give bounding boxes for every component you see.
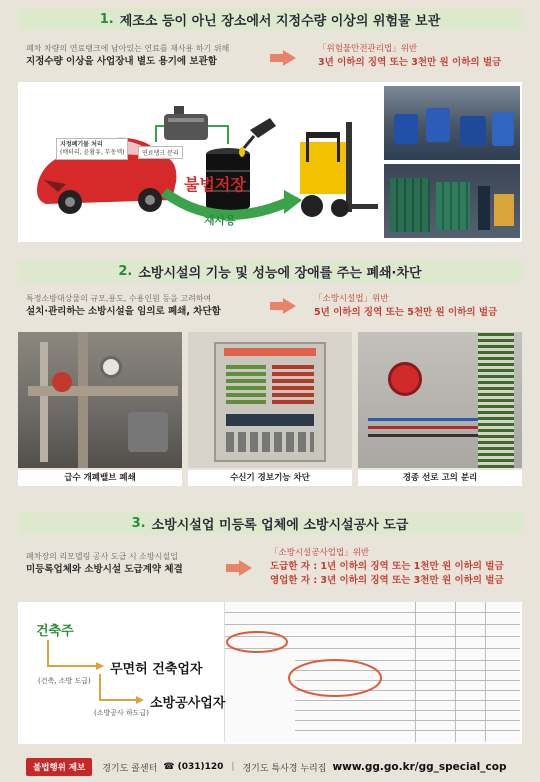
section-1-law <box>318 42 528 70</box>
storage-photo-2 <box>384 164 520 238</box>
section-2 <box>8 258 532 498</box>
section-3-penalty-1: 도급한 자 : 1년 이하의 징역 또는 1천만 원 이하의 벌금 <box>270 561 504 572</box>
valve-caption: 급수 개폐밸브 폐쇄 <box>18 470 182 486</box>
section-2-penalty: 5년 이하의 징역 또는 5천만 원 이하의 벌금 <box>314 307 498 318</box>
section-3-penalty-2: 영업한 자 : 3년 이하의 징역 또는 3천만 원 이하의 벌금 <box>270 575 504 586</box>
illegal-storage-illustration <box>18 82 380 242</box>
section-3-law <box>270 546 528 588</box>
section-1 <box>8 6 532 248</box>
section-1-illustration-panel <box>18 82 522 242</box>
section-1-penalty: 3년 이하의 징역 또는 3천만 원 이하의 벌금 <box>318 57 502 68</box>
highlight-circles <box>225 602 521 742</box>
section-3-diagram-panel <box>18 602 522 744</box>
forklift-icon <box>300 122 378 217</box>
valve-photo <box>18 332 182 468</box>
contract-label-1: (건축, 소방 도급) <box>38 677 91 685</box>
contract-label-2: (소방공사 하도급) <box>94 709 150 717</box>
section-2-header <box>18 260 522 282</box>
section-3-description <box>26 550 256 576</box>
site-url-link[interactable]: www.gg.go.kr/gg_special_cop <box>332 761 507 773</box>
section-3-law-name: 「소방시설공사업법」위반 <box>270 548 370 558</box>
callcenter-label: 경기도 콜센터 <box>102 763 158 774</box>
unlicensed-builder-label: 무면허 건축업자 <box>110 662 203 677</box>
bell-wire-caption: 경종 선로 고의 분리 <box>358 470 522 486</box>
section-3-header <box>18 512 522 534</box>
section-1-number: 1. <box>99 11 114 27</box>
section-3-desc-line1: 폐차장의 리모델링 공사 도급 시 소방시설업 <box>26 552 178 561</box>
arrow-right-icon <box>270 298 296 314</box>
client-label: 건축주 <box>36 624 74 639</box>
reuse-label: 재사용 <box>204 214 236 227</box>
section-2-law <box>314 292 528 320</box>
bell-wire-photo <box>358 332 522 468</box>
phone-number[interactable]: ☎ (031)120 <box>163 762 224 772</box>
section-1-desc-line1: 폐차 차량의 연료탱크에 남아있는 연료를 재사용 하기 위해 <box>26 44 230 53</box>
section-1-description <box>26 42 276 68</box>
storage-photo-1 <box>384 86 520 160</box>
fuel-nozzle-icon <box>239 118 276 157</box>
section-2-law-name: 「소방시설법」위반 <box>314 294 389 304</box>
footer-divider: | <box>231 762 235 772</box>
section-1-header <box>18 8 522 30</box>
section-2-desc-line2: 설치·관리하는 소방시설을 임의로 폐쇄, 차단함 <box>26 306 221 317</box>
tank-label: 연료탱크 분리 <box>138 146 183 159</box>
section-3-title: 소방시설업 미등록 업체에 소방시설공사 도급 <box>151 517 409 533</box>
section-1-desc-line2: 지정수량 이상을 사업장내 별도 용기에 보관함 <box>26 56 217 67</box>
receiver-photo <box>188 332 352 468</box>
section-1-title: 제조소 등이 아닌 장소에서 지정수량 이상의 위험물 보관 <box>119 13 441 29</box>
section-2-number: 2. <box>118 263 133 279</box>
receiver-caption: 수신기 경보기능 차단 <box>188 470 352 486</box>
contract-document <box>224 602 520 742</box>
site-label: 경기도 특사경 누리집 <box>242 763 327 774</box>
section-3 <box>8 508 532 748</box>
fuel-tank-icon <box>164 106 208 140</box>
arrow-right-icon <box>226 560 252 576</box>
section-2-description <box>26 292 276 318</box>
section-2-desc-line1: 특정소방대상물의 규모,용도, 수용인원 등을 고려하여 <box>26 294 212 303</box>
illegal-storage-label: 불법저장 <box>184 175 246 194</box>
arrow-right-icon <box>270 50 296 66</box>
section-1-law-name: 「위험물안전관리법」위반 <box>318 44 418 54</box>
section-3-desc-line2: 미등록업체와 소방시설 도급계약 체결 <box>26 564 183 575</box>
footer <box>0 752 540 782</box>
section-3-number: 3. <box>131 515 146 531</box>
scrap-label: 지정폐기물 처리 (배터리, 윤활유, 부동액) <box>56 138 128 160</box>
report-tag: 불법행위 제보 <box>26 758 92 776</box>
section-2-title: 소방시설의 기능 및 성능에 장애를 주는 폐쇄·차단 <box>138 265 422 281</box>
subcontractor-label: 소방공사업자 <box>150 696 226 711</box>
